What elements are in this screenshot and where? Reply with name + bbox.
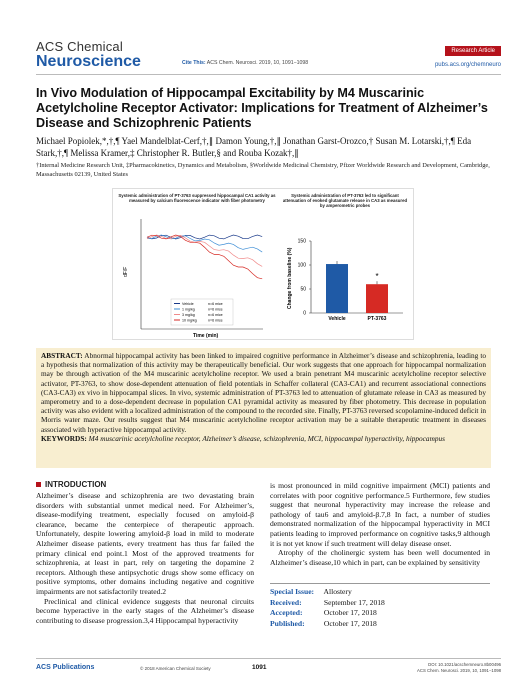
significance-star: *: [375, 272, 379, 282]
bar-y-tick-label: 0: [303, 310, 306, 317]
article-title: In Vivo Modulation of Hippocampal Excitability by M4 Muscarinic Acetylcholine Receptor Activator: Implications for Treatment of Alzheimer’s Disease and Schizophrenic Patients: [36, 86, 488, 130]
bar-category-label: Vehicle: [328, 316, 346, 322]
received-row: [270, 598, 490, 609]
journal-url[interactable]: pubs.acs.org/chemneuro: [434, 62, 501, 68]
publisher-logo: ACS Publications: [36, 664, 95, 671]
special-issue-label: Special Issue:: [270, 587, 315, 596]
intro-paragraph-2: Preclinical and clinical evidence suggests that neuronal circuits become hyperactive in the early stages of the Alzheimer’s disease contributing to disease progression.3,4 Hippocampal hyperactivity: [36, 596, 254, 625]
author-list: Michael Popiolek,*,†,¶ Yael Mandelblat-Cerf,†,∥ Damon Young,†,∥ Jonathan Garst-Orozco,† Susan M. Lotarski,†,¶ Eda Stark,†,¶ Melissa Kramer,‡ Christopher R. Butler,§ and Rouba Kozak†,∥: [36, 136, 472, 158]
published-row: [270, 619, 490, 630]
legend-n: n=6 mice: [208, 307, 223, 312]
bar-category-label: PT-3763: [367, 316, 387, 322]
bar-pt-3763: [366, 284, 388, 313]
received-value: September 17, 2018: [323, 597, 385, 607]
cite-label[interactable]: Cite This:: [182, 60, 206, 66]
line-plot-panel: [123, 219, 263, 339]
page-number: 1091: [252, 664, 267, 671]
accepted-value: October 17, 2018: [323, 608, 377, 618]
accepted-row: [270, 608, 490, 619]
legend-label: 3 mg/kg: [182, 313, 195, 317]
section-square-icon: [36, 482, 41, 487]
doi[interactable]: DOI: 10.1021/acschemneuro.8b00496: [428, 662, 501, 667]
bar-y-tick-label: 50: [300, 286, 306, 293]
legend-label: 1 mg/kg: [182, 307, 195, 312]
legend-box: [171, 299, 233, 325]
journal-logo: [36, 40, 141, 70]
keywords-text: M4 muscarinic acetylcholine receptor, Alzheimer’s disease, schizophrenia, MCI, hippocampal hyperactivity, hippocampus: [88, 433, 445, 443]
article-type-badge: Research Article: [445, 46, 501, 56]
special-issue-row: [270, 587, 490, 598]
toc-right-caption: Systemic administration of PT-3763 led to significant attenuation of evoked glutamate release in CA3 as measured by amperometric probes: [282, 193, 408, 208]
bar-y-tick-label: 150: [297, 238, 306, 245]
legend-label: 10 mg/kg: [182, 318, 197, 323]
line-series: [147, 235, 262, 266]
intro-paragraph-4: Atrophy of the cholinergic system has been well documented in Alzheimer’s disease,10 which in part, can be explained by sensitivity: [270, 548, 490, 567]
copyright: © 2018 American Chemical Society: [140, 666, 211, 671]
line-plot-x-label: Time (min): [193, 333, 219, 339]
abstract-label: ABSTRACT:: [41, 351, 83, 360]
introduction-heading: [36, 480, 106, 489]
bar-vehicle: [326, 264, 348, 313]
header-divider: [36, 74, 501, 75]
line-series-group: [147, 235, 262, 279]
footer-divider: [36, 658, 501, 659]
published-value: October 17, 2018: [323, 618, 377, 628]
legend-n: n=6 mice: [208, 302, 223, 306]
received-label: Received:: [270, 597, 302, 607]
accepted-label: Accepted:: [270, 608, 303, 618]
journal-name-line1: ACS Chemical: [36, 39, 123, 54]
legend-label: Vehicle: [182, 302, 194, 306]
bar-y-label: Change from baseline (%): [287, 247, 293, 309]
line-legend: [171, 299, 233, 325]
citation: ACS Chem. Neurosci. 2019, 10, 1091−1098: [417, 668, 501, 673]
toc-left-caption: Systemic administration of PT-3763 suppressed hippocampal CA1 activity as measured by calcium fluorescence indicator with fiber photometry: [118, 193, 276, 203]
toc-plots: [113, 189, 413, 339]
cite-text: ACS Chem. Neurosci. 2019, 10, 1091−1098: [206, 60, 309, 66]
intro-column-left: [36, 491, 254, 625]
line-series: [147, 235, 262, 279]
line-plot-y-label: dF/F: [123, 266, 129, 277]
introduction-heading-text: INTRODUCTION: [45, 480, 107, 489]
intro-column-right: [270, 481, 490, 567]
cite-this[interactable]: [182, 60, 308, 66]
toc-graphic: [112, 188, 414, 340]
published-label: Published:: [270, 618, 305, 628]
affiliations: †Internal Medicine Research Unit, ‡Pharmacokinetics, Dynamics and Metabolism, §Worldwide Medicinal Chemistry, Pfizer Worldwide Research and Development, Cambridge, Massachusetts 02139, United States: [36, 162, 490, 178]
keywords-label: KEYWORDS:: [41, 433, 87, 443]
intro-paragraph-1: Alzheimer’s disease and schizophrenia are two devastating brain disorders with substantial unmet medical need. For Alzheimer’s, disease-modifying treatment, especially focused on amyloid-β clearance, became the centerpiece of therapeutic approach. Unfortunately, despite lowering amyloid-β load in mild to moderate Alzheimer disease patients, every treatment has thus far failed the primary clinical end point.1 Most of the approved treatments for schizophrenia, at least in part, rely on targeting the dopamine 2 receptors. Although these antipsychotic drugs show some efficacy on positive symptoms, other domains including negative and cognitive impairments are not satisfactorily treated.2: [36, 491, 254, 596]
doi-block: [417, 662, 501, 674]
article-dates: [270, 583, 490, 629]
special-issue-value: Allostery: [323, 587, 352, 596]
journal-name-line2: Neuroscience: [36, 53, 141, 70]
legend-n: n=6 mice: [208, 318, 223, 323]
abstract-box: [36, 348, 491, 468]
legend-n: n=6 mice: [208, 313, 223, 317]
bar-chart-panel: [287, 239, 403, 322]
bar-y-tick-label: 100: [297, 262, 306, 269]
intro-paragraph-3: is most pronounced in mild cognitive impairment (MCI) patients and correlates with poor cognitive performance.5 Furthermore, few studies suggest that neuronal hyperactivity may increase the release and pathology of tau6 and amyloid-β.7,8 In fact, a number of studies demonstrated normalization of the hippocampal hyperactivity in MCI patients leading to improved performance on cognitive tasks,9 although it is not yet know if such treatment will delay disease onset.: [270, 481, 490, 548]
abstract-text: Abnormal hippocampal activity has been linked to impaired cognitive performance in Alzheimer’s disease and schizophrenia, leading to a hypothesis that normalization of this activity may be therapeutically beneficial. Our work suggests that one approach for hippocampal normalization may be through activation of the M4 muscarinic acetylcholine receptor. We used a brain penetrant M4 muscarinic acetylcholine receptor selective activator, PT-3763, to show dose-dependent attenuation of field potentials in Schaffer collateral (CA3-CA1) and recurrent associational connections (CA3-CA3) ex vivo in hippocampal slices. In vivo, systemic administration of PT-3763 led to attenuation of glutamate release in CA3 as measured by amperometry and to a dose-dependent decrease in population CA1 pyramidal activity as measured by fiber photometry. This decrease in population activity was also evident with a localized administration of the compound to the recorded site. Finally, PT-3763 reversed scopolamine-induced deficit in Morris water maze. Our results suggest that M4 muscarinic acetylcholine receptor activation may be a suitable therapeutic treatment in diseases associated with hyperactive hippocampal activity.: [41, 351, 486, 434]
